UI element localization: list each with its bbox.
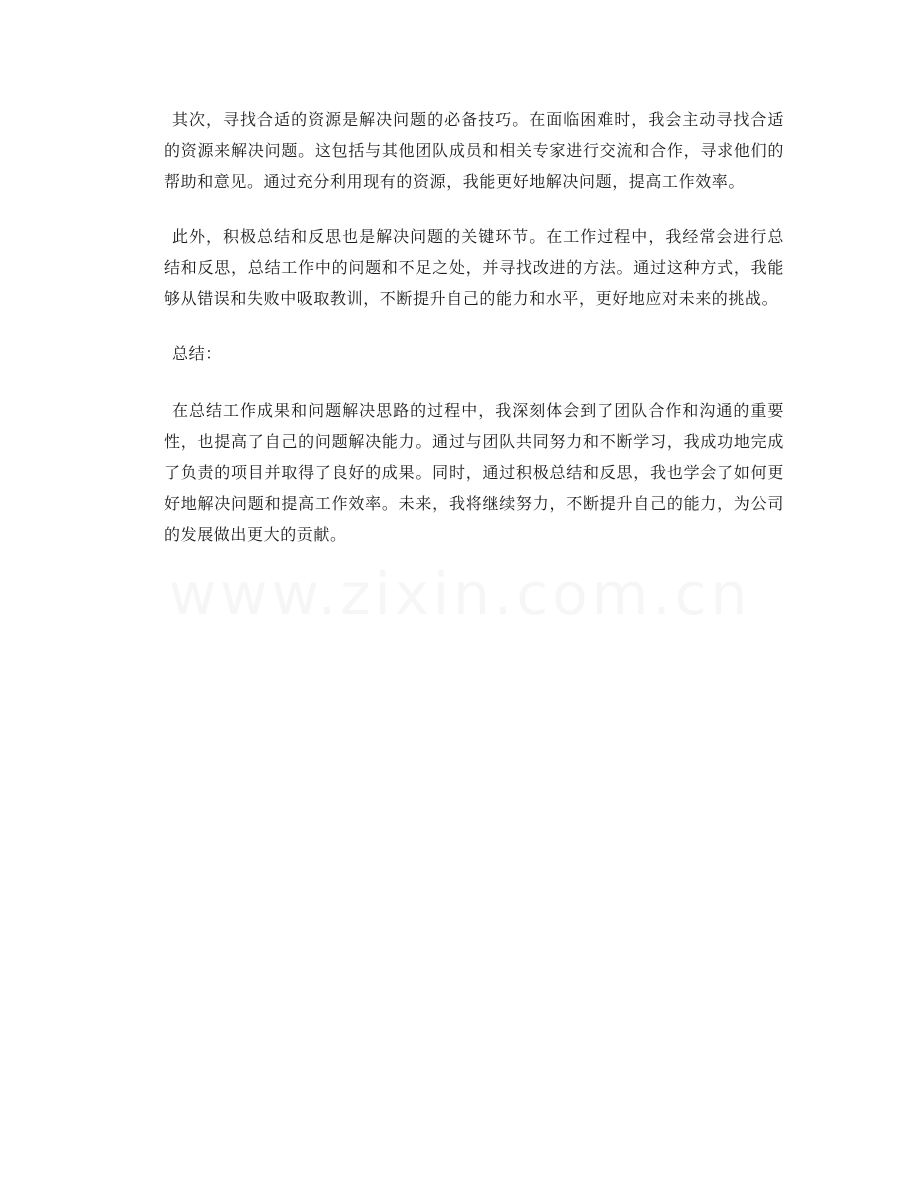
paragraph-resources: 其次，寻找合适的资源是解决问题的必备技巧。在面临困难时，我会主动寻找合适的资源来解决问题。这包括与其他团队成员和相关专家进行交流和合作，寻求他们的帮助和意见。通过充分利用现有的资源，我能更好地解决问题，提高工作效率。: [164, 110, 784, 191]
summary-heading: 总结：: [172, 344, 222, 363]
paragraph-summary: 在总结工作成果和问题解决思路的过程中，我深刻体会到了团队合作和沟通的重要性，也提高了自己的问题解决能力。通过与团队共同努力和不断学习，我成功地完成了负责的项目并取得了良好的成果。同时，通过积极总结和反思，我也学会了如何更好地解决问题和提高工作效率。未来，我将继续努力，不断提升自己的能力，为公司的发展做出更大的贡献。: [164, 401, 784, 544]
document-body: [164, 104, 784, 574]
paragraph-reflection: 此外，积极总结和反思也是解决问题的关键环节。在工作过程中，我经常会进行总结和反思，总结工作中的问题和不足之处，并寻找改进的方法。通过这种方式，我能够从错误和失败中吸取教训，不断提升自己的能力和水平，更好地应对未来的挑战。: [164, 227, 784, 308]
